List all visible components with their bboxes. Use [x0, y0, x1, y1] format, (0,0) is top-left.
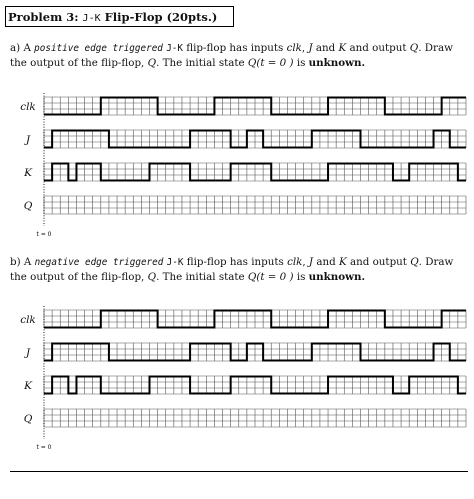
part-b-k-grid	[44, 376, 466, 394]
part-b-var-q2: Q	[147, 271, 157, 283]
part-a-label: a)	[10, 42, 21, 54]
part-a-j-grid	[44, 130, 466, 148]
part-a-text-6: is	[296, 57, 306, 69]
part-b-j-label: J	[25, 347, 31, 359]
part-b-var-clk: clk	[287, 256, 303, 268]
part-a-text-2: flip-flop has inputs	[186, 42, 284, 54]
part-a-k-label: K	[24, 167, 32, 179]
part-a-q-t0: Q(t = 0 )	[247, 57, 294, 69]
part-a-q-label: Q	[23, 200, 33, 212]
part-b-mono: J-K	[166, 257, 184, 268]
part-a-var-q: Q	[409, 42, 419, 54]
part-a-text-1: A	[23, 42, 31, 54]
part-b-clk-grid	[44, 310, 466, 328]
title-bold: Problem 3:	[8, 10, 79, 24]
part-b-q-t0: Q(t = 0 )	[247, 271, 294, 283]
title-rest: Flip-Flop (20pts.)	[104, 10, 218, 24]
part-b-t0-label: t = 0	[36, 444, 52, 451]
part-a-text-4: Draw the output of the flip-flop,	[10, 42, 453, 69]
part-a-clk-label: clk	[20, 101, 36, 113]
part-a-text-5: The initial state	[162, 57, 245, 69]
part-a-text: a) A positive edge triggered J-K flip-flop has inputs clk, J and K and output Q. Draw the output of the flip-flop, Q. The initial state Q(t = 0 ) is unknown.	[10, 42, 453, 69]
part-a-var-j: J	[308, 42, 313, 54]
part-a-bold: unknown.	[308, 57, 366, 69]
part-b-q-grid	[44, 409, 466, 427]
title-mono: J-K	[82, 13, 101, 24]
part-b-text-2: flip-flop has inputs	[186, 256, 284, 268]
part-a-var-clk: clk	[286, 42, 302, 54]
part-a-var-k: K	[338, 42, 347, 54]
part-a-k-grid	[44, 163, 466, 181]
part-b-var-q: Q	[410, 256, 419, 268]
part-a-var-q2: Q	[147, 57, 157, 69]
part-b-bold: unknown.	[308, 271, 366, 283]
part-a-text-3: and output	[349, 42, 407, 54]
part-a-mono: J-K	[166, 43, 183, 54]
part-b-q-label: Q	[23, 413, 33, 425]
part-b-text-3: and output	[349, 256, 407, 268]
part-b-italic: negative edge triggered	[34, 257, 164, 268]
part-b-text-1: A	[23, 256, 32, 268]
part-a-clk-grid	[44, 97, 466, 115]
part-b-clk-label: clk	[20, 314, 36, 326]
part-b-j-grid	[44, 343, 466, 361]
part-b-text: b) A negative edge triggered J-K flip-flop has inputs clk, J and K and output Q. Draw the output of the flip-flop, Q. The initial state Q(t = 0 ) is unknown.	[10, 256, 454, 283]
part-a-italic: positive edge triggered	[34, 43, 163, 54]
part-b-text-4: Draw the output of the flip-flop,	[10, 256, 454, 283]
part-a-j-label: J	[25, 134, 31, 146]
part-b-var-j: J	[308, 256, 314, 268]
part-b-var-k: K	[338, 256, 347, 268]
part-a-t0-label: t = 0	[36, 231, 52, 238]
bottom-rule	[10, 471, 468, 472]
part-b-k-label: K	[24, 380, 32, 392]
part-a-q-grid	[44, 196, 466, 214]
part-b-text-5: The initial state	[162, 271, 245, 283]
part-b-text-6: is	[296, 271, 306, 283]
part-b-label: b)	[10, 256, 21, 268]
